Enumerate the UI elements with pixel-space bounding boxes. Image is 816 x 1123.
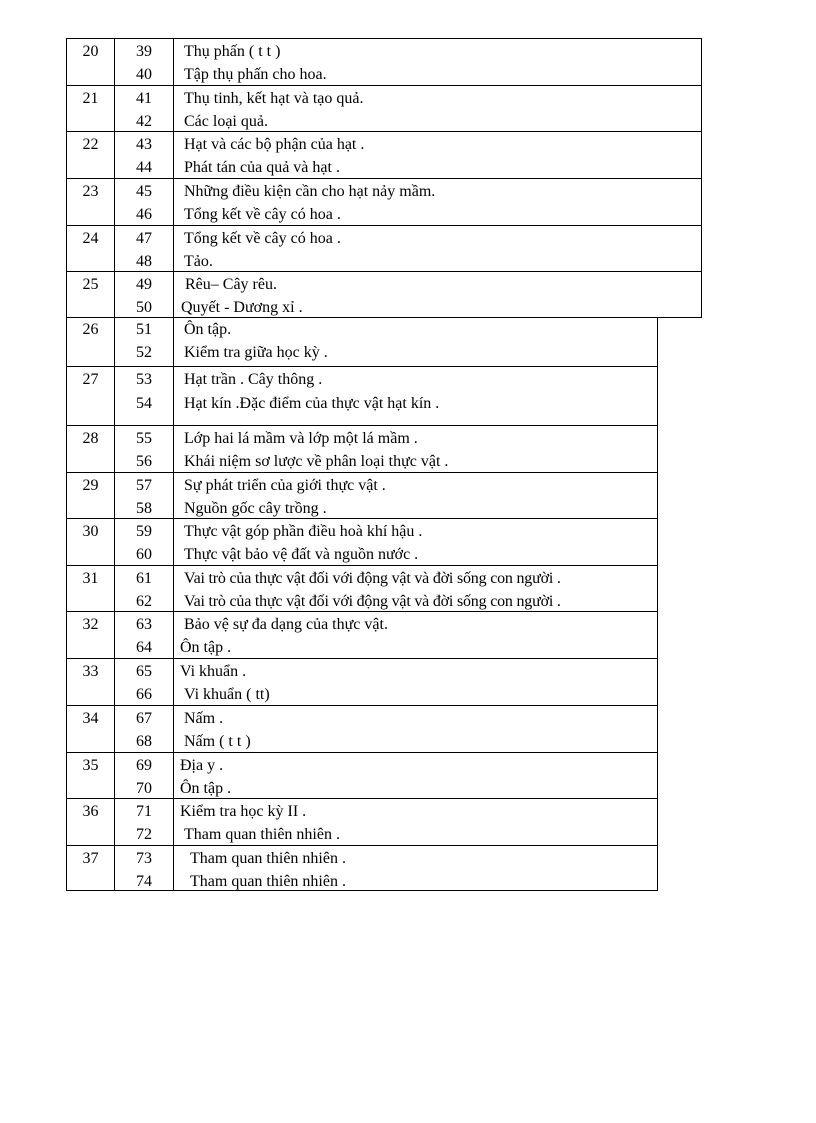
lesson-number: 57 bbox=[136, 477, 152, 494]
lesson-number: 66 bbox=[136, 686, 152, 703]
lesson-number: 74 bbox=[136, 873, 152, 890]
lesson-title: Ôn tập . bbox=[180, 639, 232, 656]
lesson-title: Ôn tập . bbox=[180, 780, 232, 797]
lesson-title: Địa y . bbox=[180, 757, 224, 774]
lesson-title: Tham quan thiên nhiên . bbox=[190, 873, 346, 890]
lesson-title: Nguồn gốc cây trồng . bbox=[184, 500, 327, 517]
lesson-number: 64 bbox=[136, 639, 152, 656]
week-number: 28 bbox=[82, 430, 99, 447]
lesson-number: 40 bbox=[136, 66, 152, 83]
lesson-title: Ôn tập. bbox=[184, 321, 232, 338]
lesson-number: 47 bbox=[136, 230, 152, 247]
lesson-title: Nấm . bbox=[184, 710, 224, 727]
lesson-number: 63 bbox=[136, 616, 152, 633]
week-number: 26 bbox=[82, 321, 99, 338]
lesson-number: 43 bbox=[136, 136, 152, 153]
week-number: 24 bbox=[82, 230, 99, 247]
week-number: 37 bbox=[82, 850, 99, 867]
lesson-number: 39 bbox=[136, 43, 152, 60]
lesson-number: 44 bbox=[136, 159, 152, 176]
lesson-row-week-28 bbox=[66, 425, 658, 472]
week-number: 21 bbox=[82, 90, 99, 107]
week-number: 29 bbox=[82, 477, 99, 494]
lesson-number: 49 bbox=[136, 276, 152, 293]
lesson-row-week-29 bbox=[66, 472, 658, 518]
lesson-title: Tảo. bbox=[184, 253, 213, 270]
lesson-number: 46 bbox=[136, 206, 152, 223]
lesson-title: Tập thụ phấn cho hoa. bbox=[184, 66, 327, 83]
lesson-row-week-32 bbox=[66, 611, 658, 658]
lesson-number: 50 bbox=[136, 299, 152, 316]
lesson-title: Sự phát triển của giới thực vật . bbox=[184, 477, 386, 494]
lesson-title: Những điều kiện cần cho hạt nảy mầm. bbox=[184, 183, 436, 200]
lesson-title: Vi khuẩn . bbox=[180, 663, 247, 680]
lesson-number: 56 bbox=[136, 453, 152, 470]
week-number: 34 bbox=[82, 710, 99, 727]
lesson-title: Quyết - Dương xỉ . bbox=[181, 299, 303, 316]
lesson-row-week-31 bbox=[66, 565, 658, 611]
lesson-row-week-35 bbox=[66, 752, 658, 798]
lesson-number: 55 bbox=[136, 430, 152, 447]
lesson-number: 53 bbox=[136, 371, 152, 388]
lesson-title: Tổng kết về cây có hoa . bbox=[184, 230, 341, 247]
week-number: 22 bbox=[82, 136, 99, 153]
lesson-row-week-25 bbox=[66, 271, 702, 318]
lesson-row-week-36 bbox=[66, 798, 658, 845]
lesson-title: Tham quan thiên nhiên . bbox=[190, 850, 346, 867]
lesson-title: Phát tán của quả và hạt . bbox=[184, 159, 340, 176]
week-number: 31 bbox=[82, 570, 99, 587]
lesson-row-week-30 bbox=[66, 518, 658, 565]
lesson-number: 72 bbox=[136, 826, 152, 843]
lesson-row-week-22 bbox=[66, 131, 702, 178]
week-number: 30 bbox=[82, 523, 99, 540]
lesson-title: Thụ tinh, kết hạt và tạo quả. bbox=[184, 90, 364, 107]
lesson-title: Tổng kết về cây có hoa . bbox=[184, 206, 341, 223]
lesson-number: 58 bbox=[136, 500, 152, 517]
lesson-title: Vai trò của thực vật đối với động vật và đời sống con người . bbox=[184, 593, 561, 610]
lesson-number: 61 bbox=[136, 570, 152, 587]
lesson-title: Nấm ( t t ) bbox=[184, 733, 251, 750]
week-number: 33 bbox=[82, 663, 99, 680]
lesson-title: Thụ phấn ( t t ) bbox=[184, 43, 281, 60]
lesson-number: 45 bbox=[136, 183, 152, 200]
lesson-title: Kiểm tra học kỳ II . bbox=[180, 803, 307, 820]
week-number: 35 bbox=[82, 757, 99, 774]
lesson-title: Vi khuẩn ( tt) bbox=[184, 686, 270, 703]
lesson-title: Thực vật góp phần điều hoà khí hậu . bbox=[184, 523, 423, 540]
lesson-row-week-24 bbox=[66, 225, 702, 271]
lesson-number: 52 bbox=[136, 344, 152, 361]
lesson-title: Hạt kín .Đặc điểm của thực vật hạt kín . bbox=[184, 395, 440, 412]
lesson-number: 41 bbox=[136, 90, 152, 107]
lesson-title: Hạt trần . Cây thông . bbox=[184, 371, 323, 388]
lesson-row-week-23 bbox=[66, 178, 702, 225]
lesson-title: Kiểm tra giữa học kỳ . bbox=[184, 344, 328, 361]
lesson-number: 62 bbox=[136, 593, 152, 610]
lesson-title: Các loại quả. bbox=[184, 113, 268, 130]
week-number: 23 bbox=[82, 183, 99, 200]
lesson-title: Bảo vệ sự đa dạng của thực vật. bbox=[184, 616, 388, 633]
lesson-title: Vai trò của thực vật đối với động vật và đời sống con người . bbox=[184, 570, 561, 587]
lesson-number: 68 bbox=[136, 733, 152, 750]
lesson-number: 42 bbox=[136, 113, 152, 130]
lesson-title: Tham quan thiên nhiên . bbox=[184, 826, 340, 843]
lesson-row-week-26 bbox=[66, 317, 658, 366]
lesson-number: 54 bbox=[136, 395, 152, 412]
lesson-row-week-34 bbox=[66, 705, 658, 752]
lesson-number: 65 bbox=[136, 663, 152, 680]
lesson-row-week-33 bbox=[66, 658, 658, 705]
lesson-number: 59 bbox=[136, 523, 152, 540]
lesson-number: 69 bbox=[136, 757, 152, 774]
lesson-number: 60 bbox=[136, 546, 152, 563]
lesson-title: Rêu– Cây rêu. bbox=[185, 276, 277, 293]
lesson-number: 71 bbox=[136, 803, 152, 820]
week-number: 36 bbox=[82, 803, 99, 820]
week-number: 25 bbox=[82, 276, 99, 293]
lesson-number: 70 bbox=[136, 780, 152, 797]
lesson-number: 67 bbox=[136, 710, 152, 727]
lesson-number: 73 bbox=[136, 850, 152, 867]
week-number: 32 bbox=[82, 616, 99, 633]
lesson-row-week-37 bbox=[66, 845, 658, 891]
lesson-title: Lớp hai lá mầm và lớp một lá mầm . bbox=[184, 430, 418, 447]
lesson-number: 48 bbox=[136, 253, 152, 270]
lesson-row-week-20 bbox=[66, 38, 702, 85]
lesson-row-week-21 bbox=[66, 85, 702, 131]
lesson-title: Hạt và các bộ phận của hạt . bbox=[184, 136, 365, 153]
lesson-number: 51 bbox=[136, 321, 152, 338]
week-number: 20 bbox=[82, 43, 99, 60]
lesson-title: Khái niệm sơ lược về phân loại thực vật . bbox=[184, 453, 449, 470]
lesson-row-week-27 bbox=[66, 366, 658, 425]
lesson-title: Thực vật bảo vệ đất và nguồn nước . bbox=[184, 546, 419, 563]
week-number: 27 bbox=[82, 371, 99, 388]
